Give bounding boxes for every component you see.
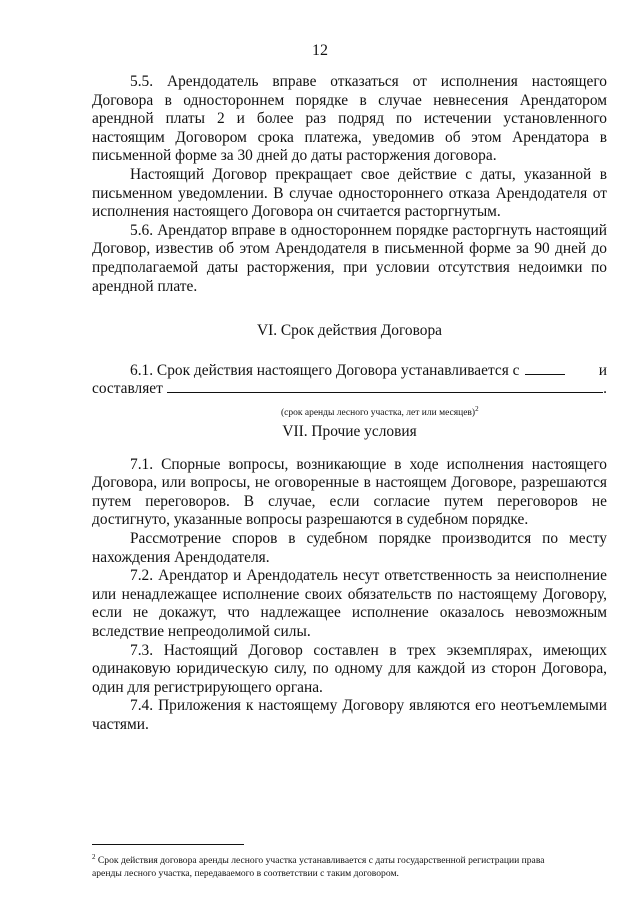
clause-7-2: 7.2. Арендатор и Арендодатель несут ответственность за неисполнение или ненадлежащее исполнение своих обязательств по настоящему Договору, если не докажут, что надлежащее исполнение оказалось невозможным вследствие непреодолимой силы. bbox=[92, 567, 607, 640]
clause-5-6: 5.6. Арендатор вправе в одностороннем порядке расторгнуть настоящий Договор, известив об этом Арендодателя в письменной форме за 90 дней до предполагаемой даты расторжения, при условии отсутствия недоимки по арендной плате. bbox=[92, 221, 607, 295]
clause-6-1-text: 6.1. Срок действия настоящего Договора устанавливается с bbox=[130, 361, 520, 379]
section-7-heading: VII. Прочие условия bbox=[282, 423, 417, 440]
clause-7-1-continuation: Рассмотрение споров в судебном порядке производится по месту нахождения Арендодателя. bbox=[92, 529, 607, 566]
term-blank bbox=[167, 391, 603, 393]
footnote-marker: 2 bbox=[92, 853, 96, 861]
clause-6-1-period: . bbox=[603, 380, 607, 398]
start-date-blank bbox=[525, 373, 565, 375]
footnote-ref: 2 bbox=[475, 404, 479, 413]
clause-7-4: 7.4. Приложения к настоящему Договору являются его неотъемлемыми частями. bbox=[92, 697, 607, 733]
clause-6-1-label: составляет bbox=[92, 380, 163, 398]
section-6-block bbox=[92, 322, 607, 423]
section-5-block bbox=[92, 73, 607, 296]
footnote bbox=[92, 851, 572, 880]
section-6-heading: VI. Срок действия Договора bbox=[256, 322, 442, 339]
clause-6-1-line2 bbox=[92, 380, 607, 399]
term-caption: (срок аренды лесного участка, лет или месяцев)$^2$ bbox=[281, 404, 479, 418]
clause-6-1-and: и bbox=[598, 361, 607, 379]
clause-5-5: 5.5. Арендодатель вправе отказаться от исполнения настоящего Договора в одностороннем порядке в случае невнесения Арендатором арендной платы 2 и более раз подряд по истечении установленного настоящим Договором срока платежа, уведомив об этом Арендатора в письменной форме за 30 дней до даты расторжения договора. bbox=[92, 73, 607, 165]
clause-5-5-continuation: Настоящий Договор прекращает свое действие с даты, указанной в письменном уведомлении. В случае одностороннего отказа Арендодателя от исполнения настоящего Договора он считается расторгнутым. bbox=[92, 165, 607, 221]
footnote-divider bbox=[92, 844, 244, 845]
footnote-text: Срок действия договора аренды лесного участка устанавливается с даты государственной регистрации права аренды лесного участка, передаваемого в соответствии с таким договором. bbox=[92, 855, 545, 880]
clause-6-1-line1 bbox=[92, 362, 607, 381]
clause-7-1: 7.1. Спорные вопросы, возникающие в ходе исполнения настоящего Договора, или вопросы, не оговоренные в настоящем Договоре, разрешаются путем переговоров. В случае, если согласие путем переговоров не достигнуто, указанные вопросы разрешаются в судебном порядке. bbox=[92, 455, 607, 529]
page-number: 12 bbox=[312, 42, 328, 59]
clause-7-3: 7.3. Настоящий Договор составлен в трех экземплярах, имеющих одинаковую юридическую силу, по одному для каждой из сторон Договора, один для регистрирующего органа. bbox=[92, 641, 607, 696]
section-7-block bbox=[92, 423, 607, 735]
